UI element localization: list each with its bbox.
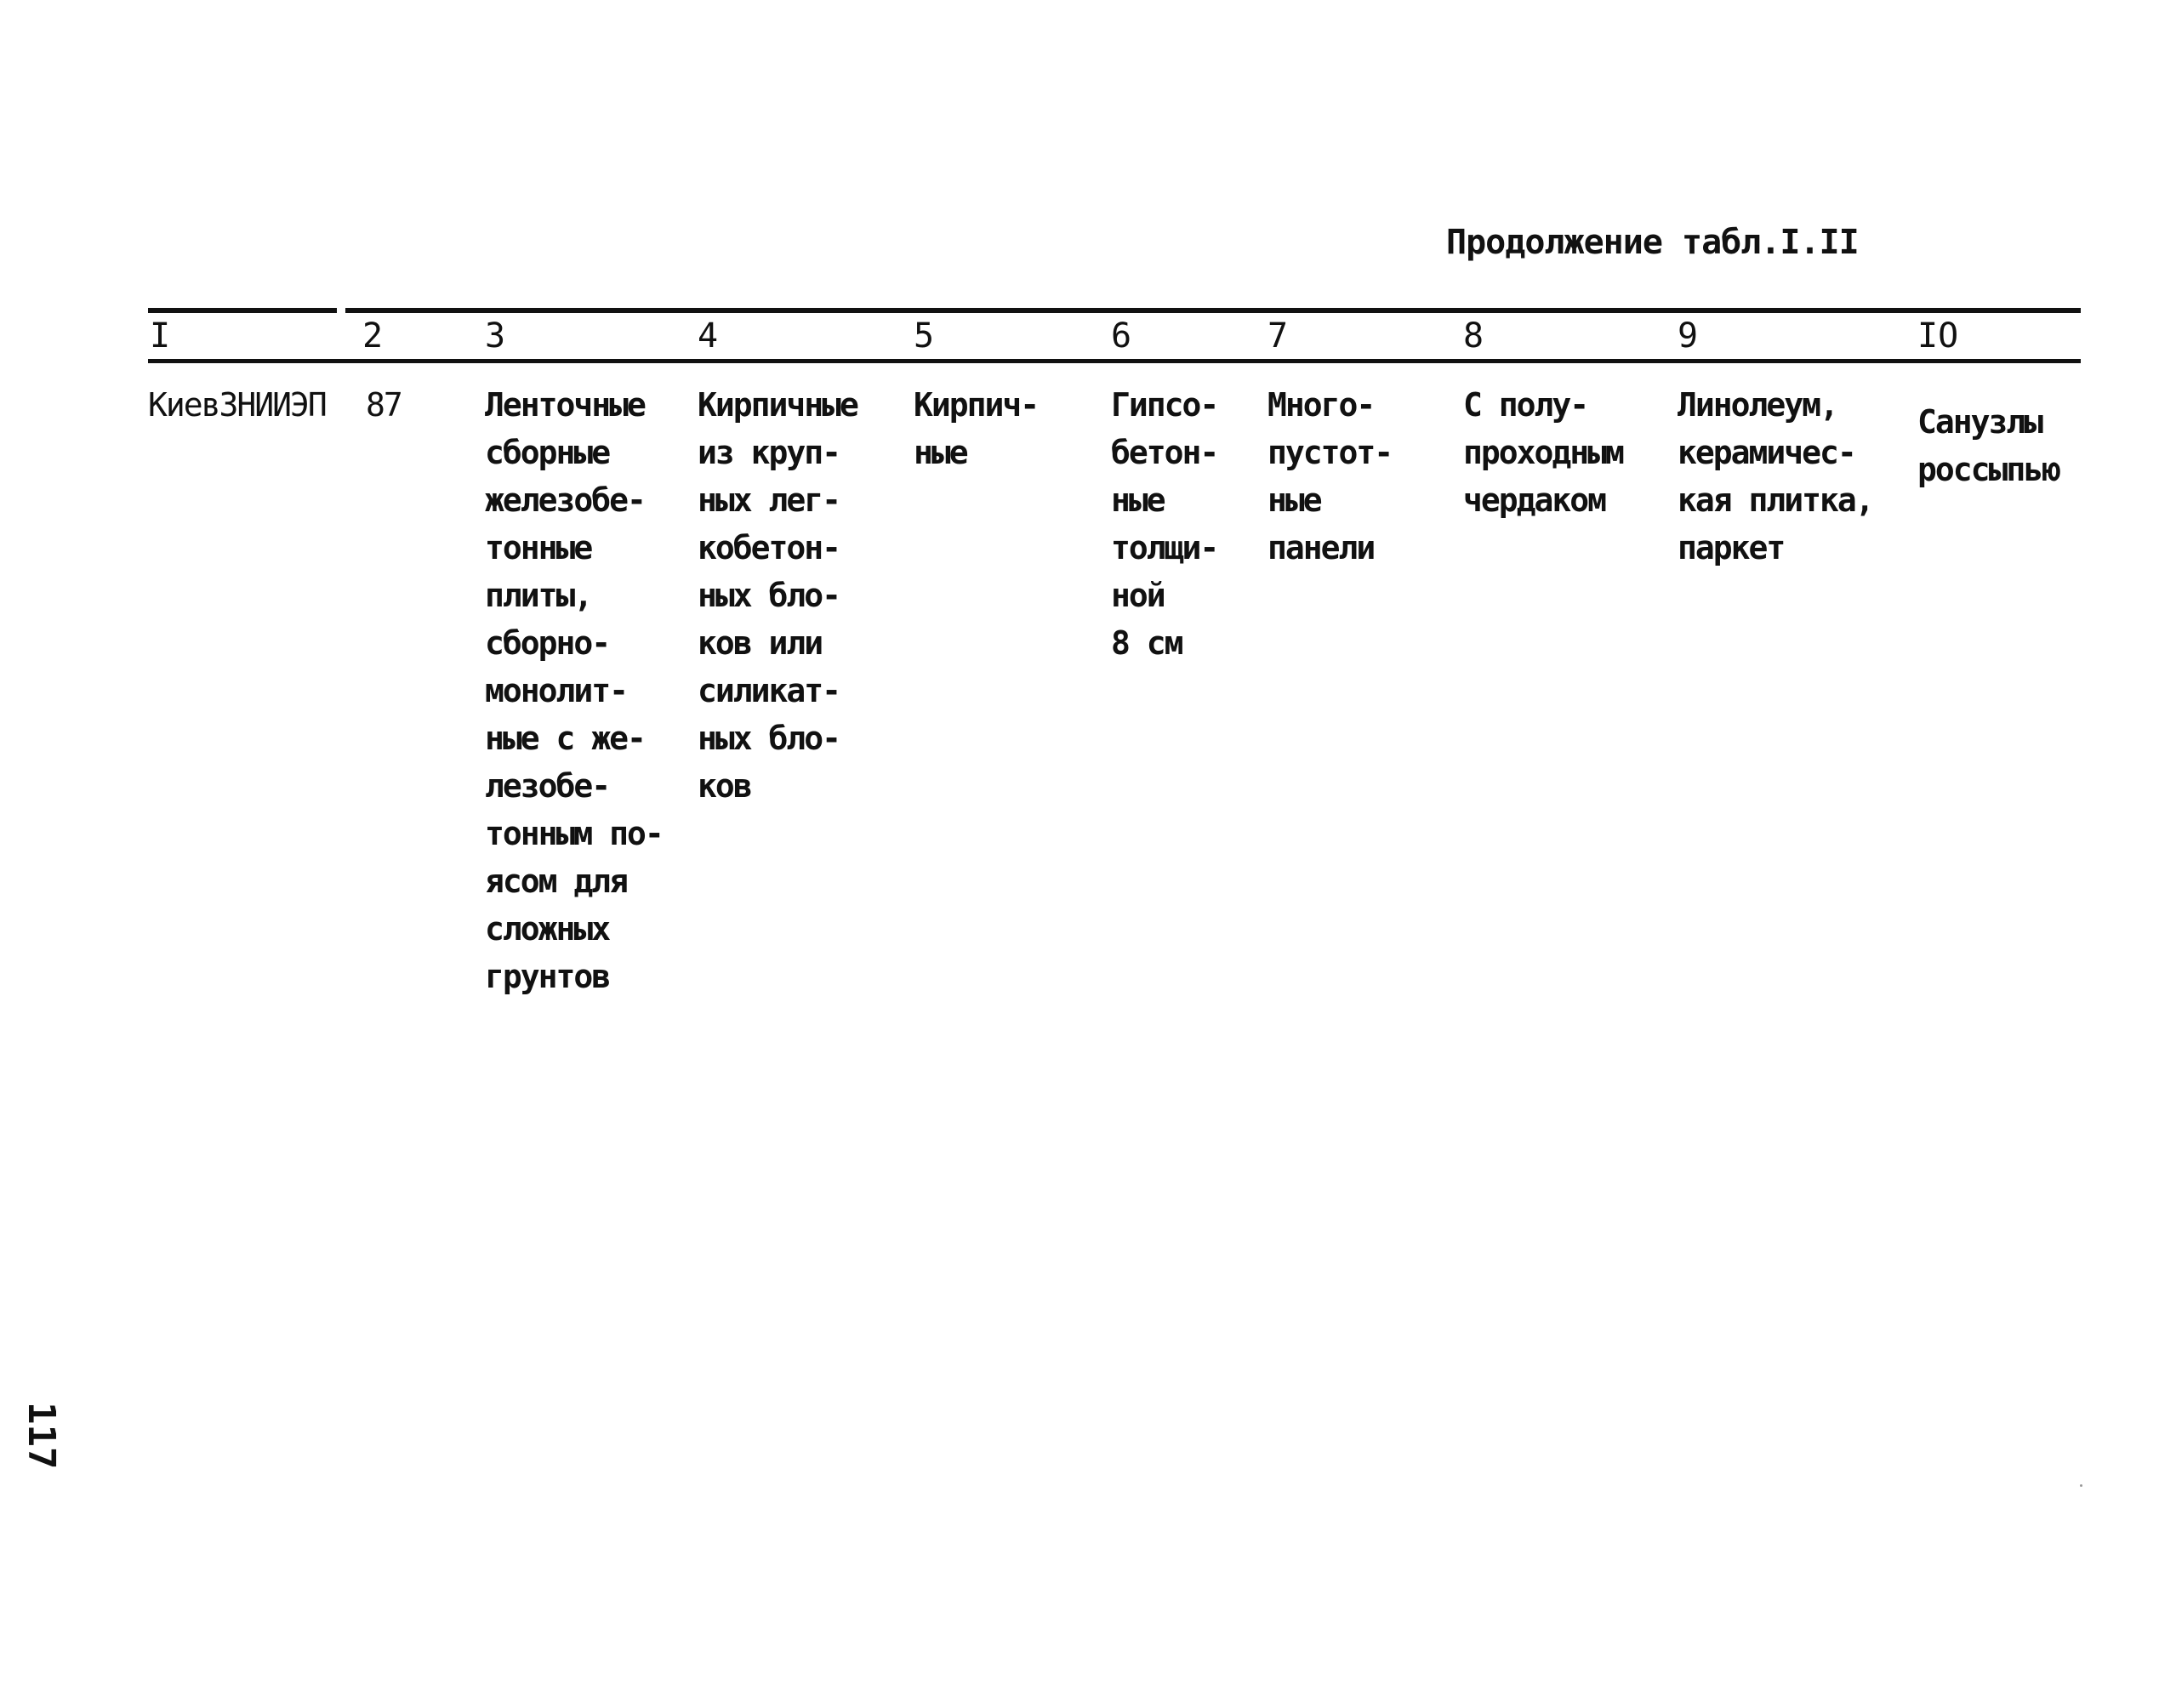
table-header-rule <box>148 359 2081 363</box>
cell-line: ные <box>1267 481 1321 519</box>
cell-line: тонным по- <box>485 815 663 852</box>
cell-line: сборно- <box>485 624 610 662</box>
cell-line: бетон- <box>1111 434 1218 471</box>
cell-line: ные с же- <box>485 720 645 757</box>
cell-line: ясом для <box>485 863 628 900</box>
cell-line: ной <box>1111 577 1165 614</box>
cell-partitions <box>914 381 1038 476</box>
cell-organization <box>148 381 326 429</box>
cell-foundations <box>485 381 663 1000</box>
cell-line: россыпью <box>1917 451 2060 488</box>
cell-line: сложных <box>485 910 610 948</box>
cell-line: тонные <box>485 529 592 566</box>
cell-line: 87 <box>366 386 402 424</box>
column-number-1: I <box>150 316 171 356</box>
cell-line: лезобе- <box>485 767 610 805</box>
scan-speck <box>2080 1484 2082 1487</box>
cell-line: Кирпичные <box>698 386 857 424</box>
column-number-5: 5 <box>914 316 935 356</box>
cell-line: ков <box>698 767 751 805</box>
column-number-7: 7 <box>1267 316 1289 356</box>
cell-line: пустот- <box>1267 434 1393 471</box>
page-number: 117 <box>20 1402 63 1470</box>
column-number-10: IO <box>1917 316 1959 356</box>
table-caption: Продолжение табл.I.II <box>1446 223 1859 262</box>
cell-line: ных лег- <box>698 481 840 519</box>
column-number-2: 2 <box>362 316 384 356</box>
cell-line: панели <box>1267 529 1375 566</box>
cell-line: сборные <box>485 434 610 471</box>
cell-line: ных бло- <box>698 577 840 614</box>
column-number-3: 3 <box>485 316 506 356</box>
table-top-rule-right <box>345 308 2081 313</box>
cell-line: железобе- <box>485 481 645 519</box>
column-number-6: 6 <box>1111 316 1132 356</box>
cell-line: чердаком <box>1463 481 1606 519</box>
cell-line: ные <box>1111 481 1165 519</box>
cell-interior-partitions <box>1111 381 1217 667</box>
cell-sanitary <box>1917 398 2059 493</box>
cell-line: Санузлы <box>1917 403 2042 441</box>
cell-line: кая плитка, <box>1678 481 1873 519</box>
cell-line: керамичес- <box>1678 434 1855 471</box>
cell-line: ных бло- <box>698 720 840 757</box>
cell-line: паркет <box>1678 529 1785 566</box>
cell-line: Ленточные <box>485 386 645 424</box>
cell-line: ные <box>914 434 967 471</box>
cell-line: С полу- <box>1463 386 1588 424</box>
cell-count <box>366 381 402 429</box>
column-number-4: 4 <box>698 316 719 356</box>
cell-line: Гипсо- <box>1111 386 1218 424</box>
cell-line: Линолеум, <box>1678 386 1837 424</box>
column-number-8: 8 <box>1463 316 1484 356</box>
cell-walls <box>698 381 857 810</box>
cell-line: монолит- <box>485 672 628 709</box>
cell-line: проходным <box>1463 434 1623 471</box>
cell-line: КиевЗНИИЭП <box>148 386 326 424</box>
table-top-rule-left <box>148 308 337 313</box>
cell-roof <box>1463 381 1623 524</box>
cell-floors <box>1267 381 1392 572</box>
cell-line: ков или <box>698 624 823 662</box>
cell-line: грунтов <box>485 958 610 995</box>
cell-line: Кирпич- <box>914 386 1039 424</box>
cell-floor-finish <box>1678 381 1873 572</box>
cell-line: кобетон- <box>698 529 840 566</box>
cell-line: плиты, <box>485 577 592 614</box>
cell-line: силикат- <box>698 672 840 709</box>
column-number-9: 9 <box>1678 316 1699 356</box>
cell-line: Много- <box>1267 386 1375 424</box>
cell-line: толщи- <box>1111 529 1218 566</box>
cell-line: 8 см <box>1111 624 1182 662</box>
cell-line: из круп- <box>698 434 840 471</box>
